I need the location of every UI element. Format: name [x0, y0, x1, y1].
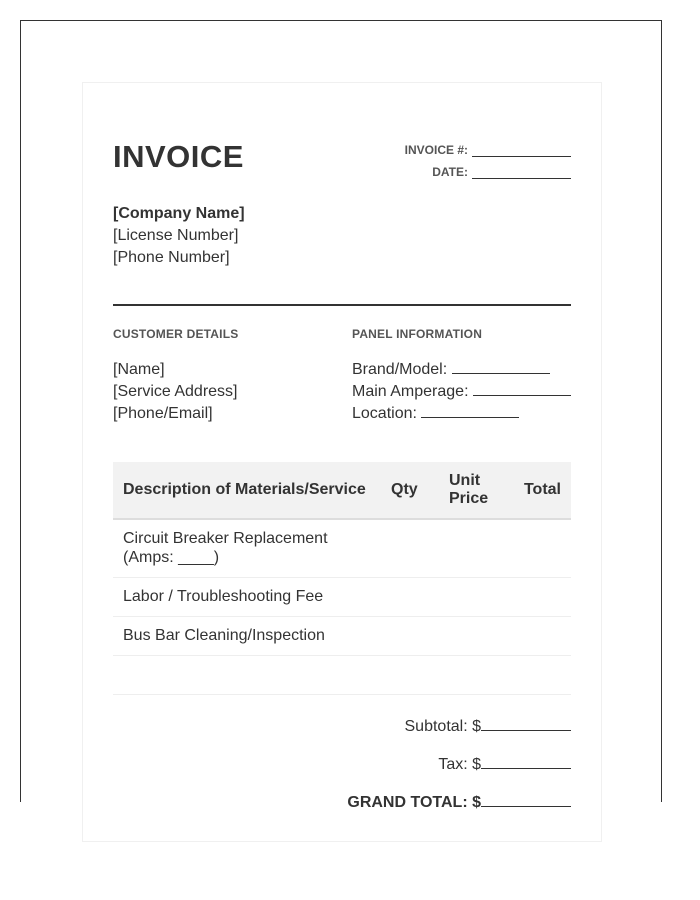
tax-row — [438, 754, 571, 774]
panel-location-row — [352, 403, 571, 425]
row-total[interactable] — [513, 519, 571, 577]
table-header-row — [113, 462, 571, 519]
panel-location-blank[interactable] — [421, 403, 519, 418]
row-description-line1: Circuit Breaker Replacement — [123, 530, 328, 547]
row-total[interactable] — [513, 577, 571, 616]
customer-address: [Service Address] — [113, 383, 238, 400]
row-qty[interactable] — [381, 577, 439, 616]
grand-total-blank[interactable] — [481, 792, 571, 807]
customer-details — [113, 359, 238, 425]
row-qty[interactable] — [381, 655, 439, 694]
header-unit-price-line1: Unit — [449, 472, 481, 489]
company-block — [113, 203, 245, 269]
header-qty: Qty — [381, 462, 439, 519]
tax-label: Tax: $ — [438, 756, 481, 773]
row-description: Labor / Troubleshooting Fee — [113, 577, 381, 616]
grand-total-row — [347, 792, 571, 812]
panel-amperage-row — [352, 381, 571, 403]
invoice-number-blank[interactable] — [472, 144, 571, 157]
header-total: Total — [513, 462, 571, 519]
table-row — [113, 519, 571, 577]
table-row — [113, 616, 571, 655]
invoice-title: INVOICE — [113, 139, 244, 174]
panel-information — [352, 359, 571, 425]
row-unit-price[interactable] — [439, 577, 513, 616]
company-license: [License Number] — [113, 227, 239, 244]
company-name: [Company Name] — [113, 205, 245, 222]
row-total[interactable] — [513, 655, 571, 694]
row-unit-price[interactable] — [439, 655, 513, 694]
invoice-number-row — [405, 135, 571, 157]
table-row — [113, 577, 571, 616]
subtotal-label: Subtotal: $ — [404, 718, 481, 735]
customer-name: [Name] — [113, 361, 165, 378]
customer-contact: [Phone/Email] — [113, 405, 213, 422]
invoice-date-row — [405, 157, 571, 179]
invoice-date-label: DATE: — [432, 165, 468, 179]
header-divider — [113, 304, 571, 306]
invoice-number-label: INVOICE #: — [404, 143, 468, 157]
table-row — [113, 655, 571, 694]
row-qty[interactable] — [381, 616, 439, 655]
invoice-meta — [405, 135, 571, 179]
line-items-table — [113, 462, 571, 695]
panel-brand-blank[interactable] — [452, 359, 550, 374]
row-unit-price[interactable] — [439, 519, 513, 577]
row-description — [113, 519, 381, 577]
row-description-line2: (Amps: ____) — [123, 549, 220, 566]
header-unit-price-line2: Price — [449, 490, 489, 507]
row-total[interactable] — [513, 616, 571, 655]
panel-location-label: Location: — [352, 405, 417, 422]
tax-blank[interactable] — [481, 754, 571, 769]
subtotal-row — [405, 716, 572, 736]
header-unit-price — [439, 462, 513, 519]
row-qty[interactable] — [381, 519, 439, 577]
customer-details-heading: CUSTOMER DETAILS — [113, 327, 239, 341]
invoice-date-blank[interactable] — [472, 166, 571, 179]
row-description: Bus Bar Cleaning/Inspection — [113, 616, 381, 655]
panel-amperage-label: Main Amperage: — [352, 383, 469, 400]
subtotal-blank[interactable] — [481, 716, 571, 731]
invoice-sheet — [82, 82, 602, 842]
grand-total-label: GRAND TOTAL: $ — [347, 794, 481, 811]
document-frame — [20, 20, 662, 811]
panel-information-heading: PANEL INFORMATION — [352, 327, 483, 341]
header-description: Description of Materials/Service — [113, 462, 381, 519]
company-phone: [Phone Number] — [113, 249, 230, 266]
row-description[interactable] — [113, 655, 381, 694]
panel-brand-label: Brand/Model: — [352, 361, 448, 378]
panel-brand-row — [352, 359, 571, 381]
row-unit-price[interactable] — [439, 616, 513, 655]
panel-amperage-blank[interactable] — [473, 381, 571, 396]
